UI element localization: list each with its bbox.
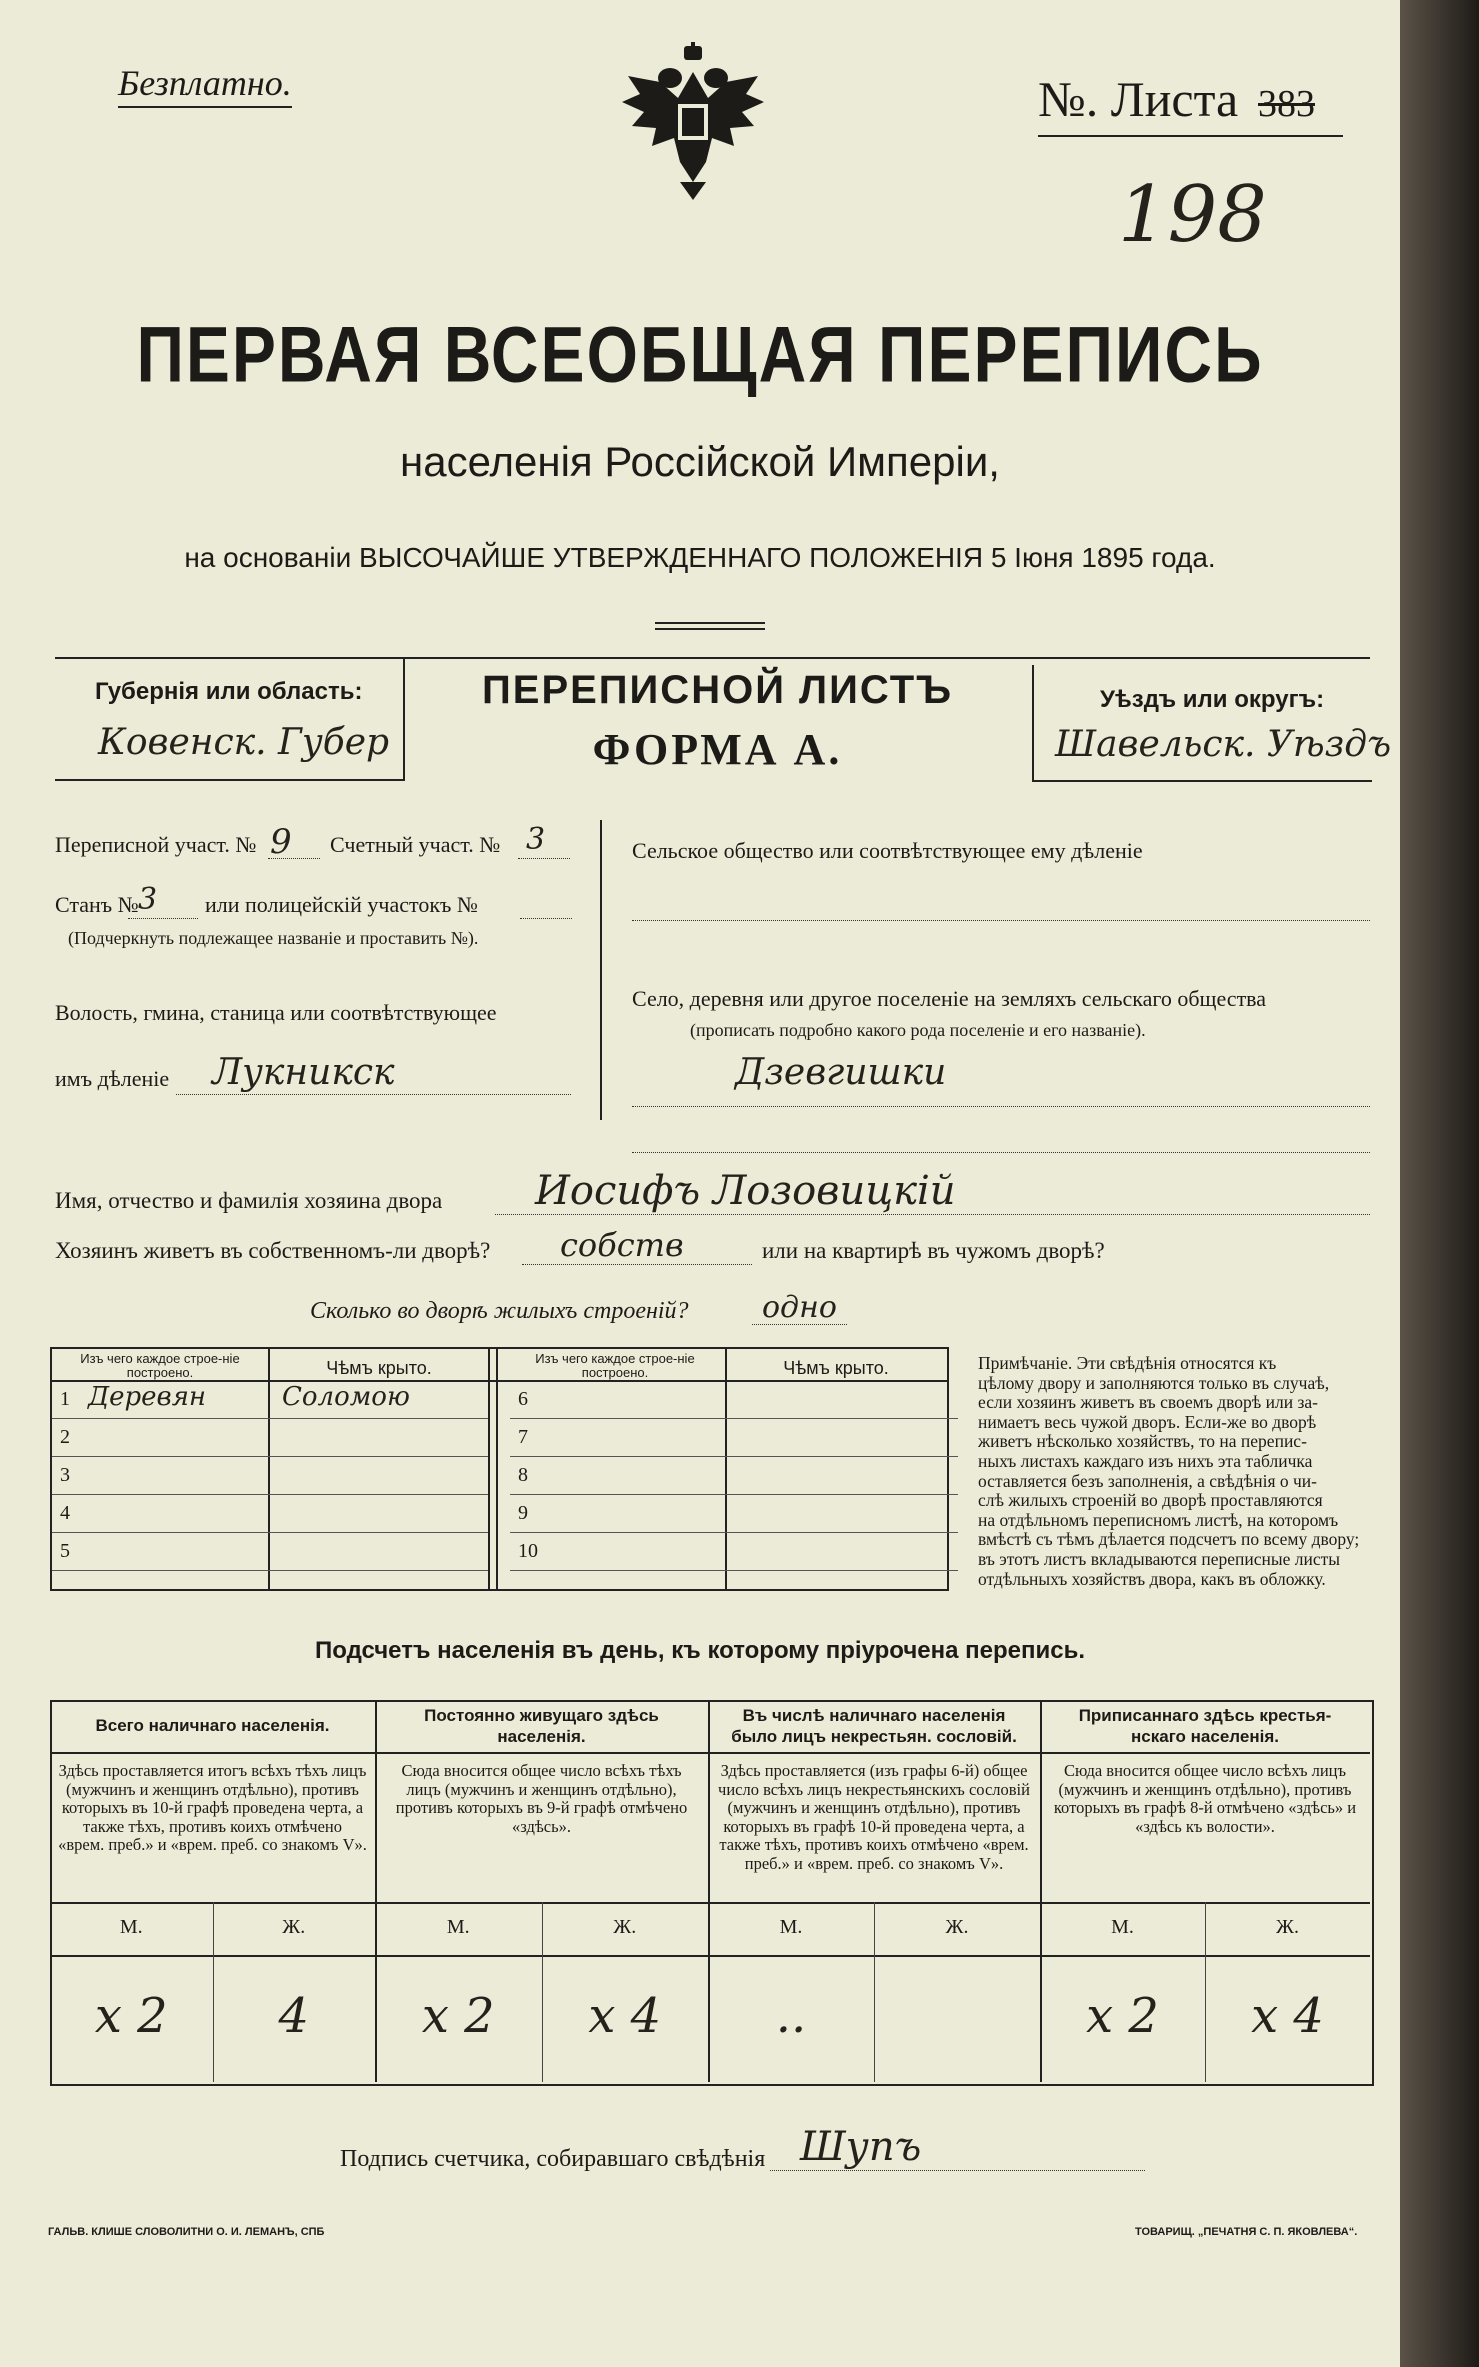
owner-lives-label: Хозяинъ живетъ въ собственномъ-ли дворѣ? (55, 1238, 491, 1263)
sheet-number-underline (1038, 135, 1343, 137)
building-row-rule (52, 1456, 488, 1457)
volost-label-2: имъ дѣленіе (55, 1066, 170, 1091)
male-label: М. (119, 1916, 143, 1938)
gubernia-value: Ковенск. Губер (98, 722, 390, 763)
location-divider (600, 820, 602, 1120)
count-col-header-2: населенія. (497, 1727, 586, 1746)
count-col-header: Постоянно живущаго здѣсь (424, 1706, 659, 1725)
census-title: ПЕРВАЯ ВСЕОБЩАЯ ПЕРЕПИСЬ (136, 309, 1264, 399)
census-basis: на основаніи ВЫСОЧАЙШЕ УТВЕРЖДЕННАГО ПОЛОЖЕНІЯ 5 Іюня 1895 года. (184, 542, 1216, 573)
sheet-number-handwritten: 198 (1118, 170, 1267, 260)
count-header-rule (50, 1752, 375, 1754)
building-row-number: 7 (518, 1426, 528, 1448)
building-roof: Соломою (282, 1382, 410, 1412)
underline-note: (Подчеркнуть подлежащее названіе и проставить №). (68, 928, 479, 948)
male-count: х 2 (94, 1988, 168, 2044)
building-row-number: 10 (518, 1540, 538, 1562)
count-col-header-2: было лицъ некрестьян. сословій. (731, 1727, 1017, 1746)
male-label: М. (446, 1916, 470, 1938)
female-label: Ж. (613, 1916, 637, 1938)
census-area-label: Переписной участ. № (55, 832, 257, 857)
count-col-header-2: нскаго населенія. (1131, 1727, 1279, 1746)
building-row-rule (510, 1456, 958, 1457)
female-count: х 4 (588, 1988, 662, 2044)
female-label: Ж. (945, 1916, 969, 1938)
buildings-note: Примѣчаніе. Эти свѣдѣнія относятся къ цѣлому двору и заполняются только въ случаѣ, если хозяинъ живетъ въ своемъ дворѣ или за- нимаетъ весь чужой дворъ. Если-же во дворѣ живетъ нѣсколько хозяйствъ, то на перепис- ныхъ листахъ каждаго изъ нихъ эта табличка оставляется безъ заполненія, а свѣдѣнія о чи- слѣ жилыхъ строеній во дворѣ проставляются на отдѣльномъ переписномъ листѣ, на которомъ вмѣстѣ съ тѣмъ дѣлается подсчетъ по всему двору; въ этотъ листъ вкладываются переписные листы отдѣльныхъ хозяйствъ двора, какъ въ обложку. (978, 1353, 1360, 1589)
building-row-number: 4 (60, 1502, 70, 1524)
count-col-header: Приписаннаго здѣсь крестья- (1078, 1706, 1332, 1725)
count-col-description: Сюда вносится общее число всѣхъ лицъ (мужчинъ и женщинъ отдѣльно), противъ которыхъ въ графѣ 8-й отмѣчено «здѣсь» и «здѣсь къ волости». (1053, 1761, 1357, 1836)
building-row-rule (510, 1418, 958, 1419)
count-col-description: Здѣсь проставляется итогъ всѣхъ тѣхъ лицъ (мужчинъ и женщинъ отдѣльно), противъ которыхъ въ 10-й графѣ проведена черта, а также тѣхъ, противъ коихъ отмѣчено «врем. преб.» и «врем. преб. со знакомъ V». (58, 1761, 367, 1854)
building-row-rule (52, 1570, 488, 1571)
building-row-number: 6 (518, 1388, 528, 1410)
census-area-value: 9 (270, 822, 292, 862)
building-row-rule (52, 1494, 488, 1495)
count-col-header: Всего наличнаго населенія. (95, 1716, 330, 1735)
buildings-label: Сколько во дворѣ жилыхъ строеній? (310, 1298, 689, 1324)
building-row-number: 2 (60, 1426, 70, 1448)
building-row-number: 1 (60, 1388, 70, 1410)
buildings-value: одно (762, 1290, 837, 1325)
signature-label: Подпись счетчика, собиравшаго свѣдѣнія (340, 2146, 766, 2172)
roof-col-header-right: Чѣмъ крыто. (783, 1358, 889, 1378)
building-row-rule (52, 1418, 488, 1419)
building-row-number: 8 (518, 1464, 528, 1486)
female-count: х 4 (1251, 1988, 1324, 2044)
form-letter: ФОРМА А. (592, 725, 843, 774)
female-label: Ж. (1276, 1916, 1299, 1938)
material-col-header-right: Изъ чего каждое строе-ніе построено. (535, 1351, 695, 1380)
owner-rent-label: или на квартирѣ въ чужомъ дворѣ? (762, 1238, 1105, 1263)
count-header-rule (375, 1752, 708, 1754)
free-label: Безплатно. (118, 62, 292, 108)
society-label: Сельское общество или соотвѣтствующее ему дѣленіе (632, 838, 1143, 863)
printer-left: ГАЛЬВ. КЛИШЕ СЛОВОЛИТНИ О. И. ЛЕМАНЪ, СПБ (48, 2226, 325, 2238)
count-title: Подсчетъ населенія въ день, къ которому пріурочена перепись. (315, 1637, 1085, 1664)
building-material: Деревян (88, 1382, 207, 1412)
village-value: Дзевгишки (735, 1052, 947, 1093)
female-count: 4 (278, 1988, 310, 2044)
owner-lives-value: собств (560, 1226, 684, 1264)
ornament-divider (655, 622, 765, 630)
volost-value: Лукникск (212, 1052, 395, 1093)
building-row-rule (510, 1494, 958, 1495)
double-headed-eagle-icon (618, 42, 768, 200)
police-label: или полицейскій участокъ № (205, 892, 478, 917)
stan-label: Станъ № (55, 892, 139, 917)
building-row-rule (510, 1570, 958, 1571)
male-count: .. (775, 1988, 807, 2044)
village-label: Село, деревня или другое поселеніе на земляхъ сельскаго общества (632, 986, 1267, 1011)
female-label: Ж. (282, 1916, 306, 1938)
count-col-description: Сюда вносится общее число всѣхъ тѣхъ лицъ (мужчинъ и женщинъ отдѣльно), противъ которыхъ въ 9-й графѣ отмѣчено «здѣсь». (395, 1761, 688, 1836)
count-header-rule (708, 1752, 1040, 1754)
gubernia-label: Губернія или область: (95, 678, 363, 705)
count-area-value: 3 (526, 822, 546, 857)
building-row-rule (510, 1532, 958, 1533)
signature-value: Шупъ (800, 2124, 922, 2170)
uezd-value: Шавельск. Уѣздъ (1055, 724, 1392, 765)
building-row-rule (52, 1532, 488, 1533)
uezd-label: Уѣздъ или округъ: (1100, 686, 1325, 713)
volost-label: Волость, гмина, станица или соотвѣтствующее (55, 1000, 497, 1025)
male-label: М. (779, 1916, 803, 1938)
page-edge (1400, 0, 1479, 2367)
count-col-description: Здѣсь проставляется (изъ графы 6-й) общее число всѣхъ лицъ некрестьянскихъ сословій (мужчинъ и женщинъ отдѣльно), противъ которыхъ въ графѣ 10-й проведена черта, а также тѣхъ, противъ коихъ отмѣчено «врем. преб.» и «врем. преб. со знакомъ V». (718, 1761, 1030, 1873)
building-row-number: 3 (60, 1464, 70, 1486)
roof-col-header-left: Чѣмъ крыто. (326, 1358, 432, 1378)
count-col-header: Въ числѣ наличнаго населенія (742, 1706, 1006, 1725)
count-area-label: Счетный участ. № (330, 832, 501, 857)
male-count: х 2 (1086, 1988, 1159, 2044)
building-row-number: 5 (60, 1540, 70, 1562)
stan-value: 3 (138, 882, 158, 917)
count-header-rule (1040, 1752, 1370, 1754)
owner-name-label: Имя, отчество и фамилія хозяина двора (55, 1188, 443, 1213)
census-subtitle: населенія Россійской Имперіи, (400, 438, 1000, 485)
form-title: ПЕРЕПИСНОЙ ЛИСТЪ (482, 668, 953, 712)
sheet-number-struck: 383 (1258, 83, 1315, 125)
male-label: М. (1111, 1916, 1134, 1938)
sheet-number-label: №. Листа (1038, 71, 1239, 127)
material-col-header-left: Изъ чего каждое строе-ніе построено. (80, 1351, 240, 1380)
male-count: х 2 (421, 1988, 495, 2044)
printer-right: ТОВАРИЩ. „ПЕЧАТНЯ С. П. ЯКОВЛЕВА“. (1135, 2226, 1358, 2238)
building-row-number: 9 (518, 1502, 528, 1524)
village-note: (прописать подробно какого рода поселеніе и его названіе). (690, 1020, 1146, 1040)
owner-name-value: Иосифъ Лозовицкій (535, 1168, 956, 1214)
